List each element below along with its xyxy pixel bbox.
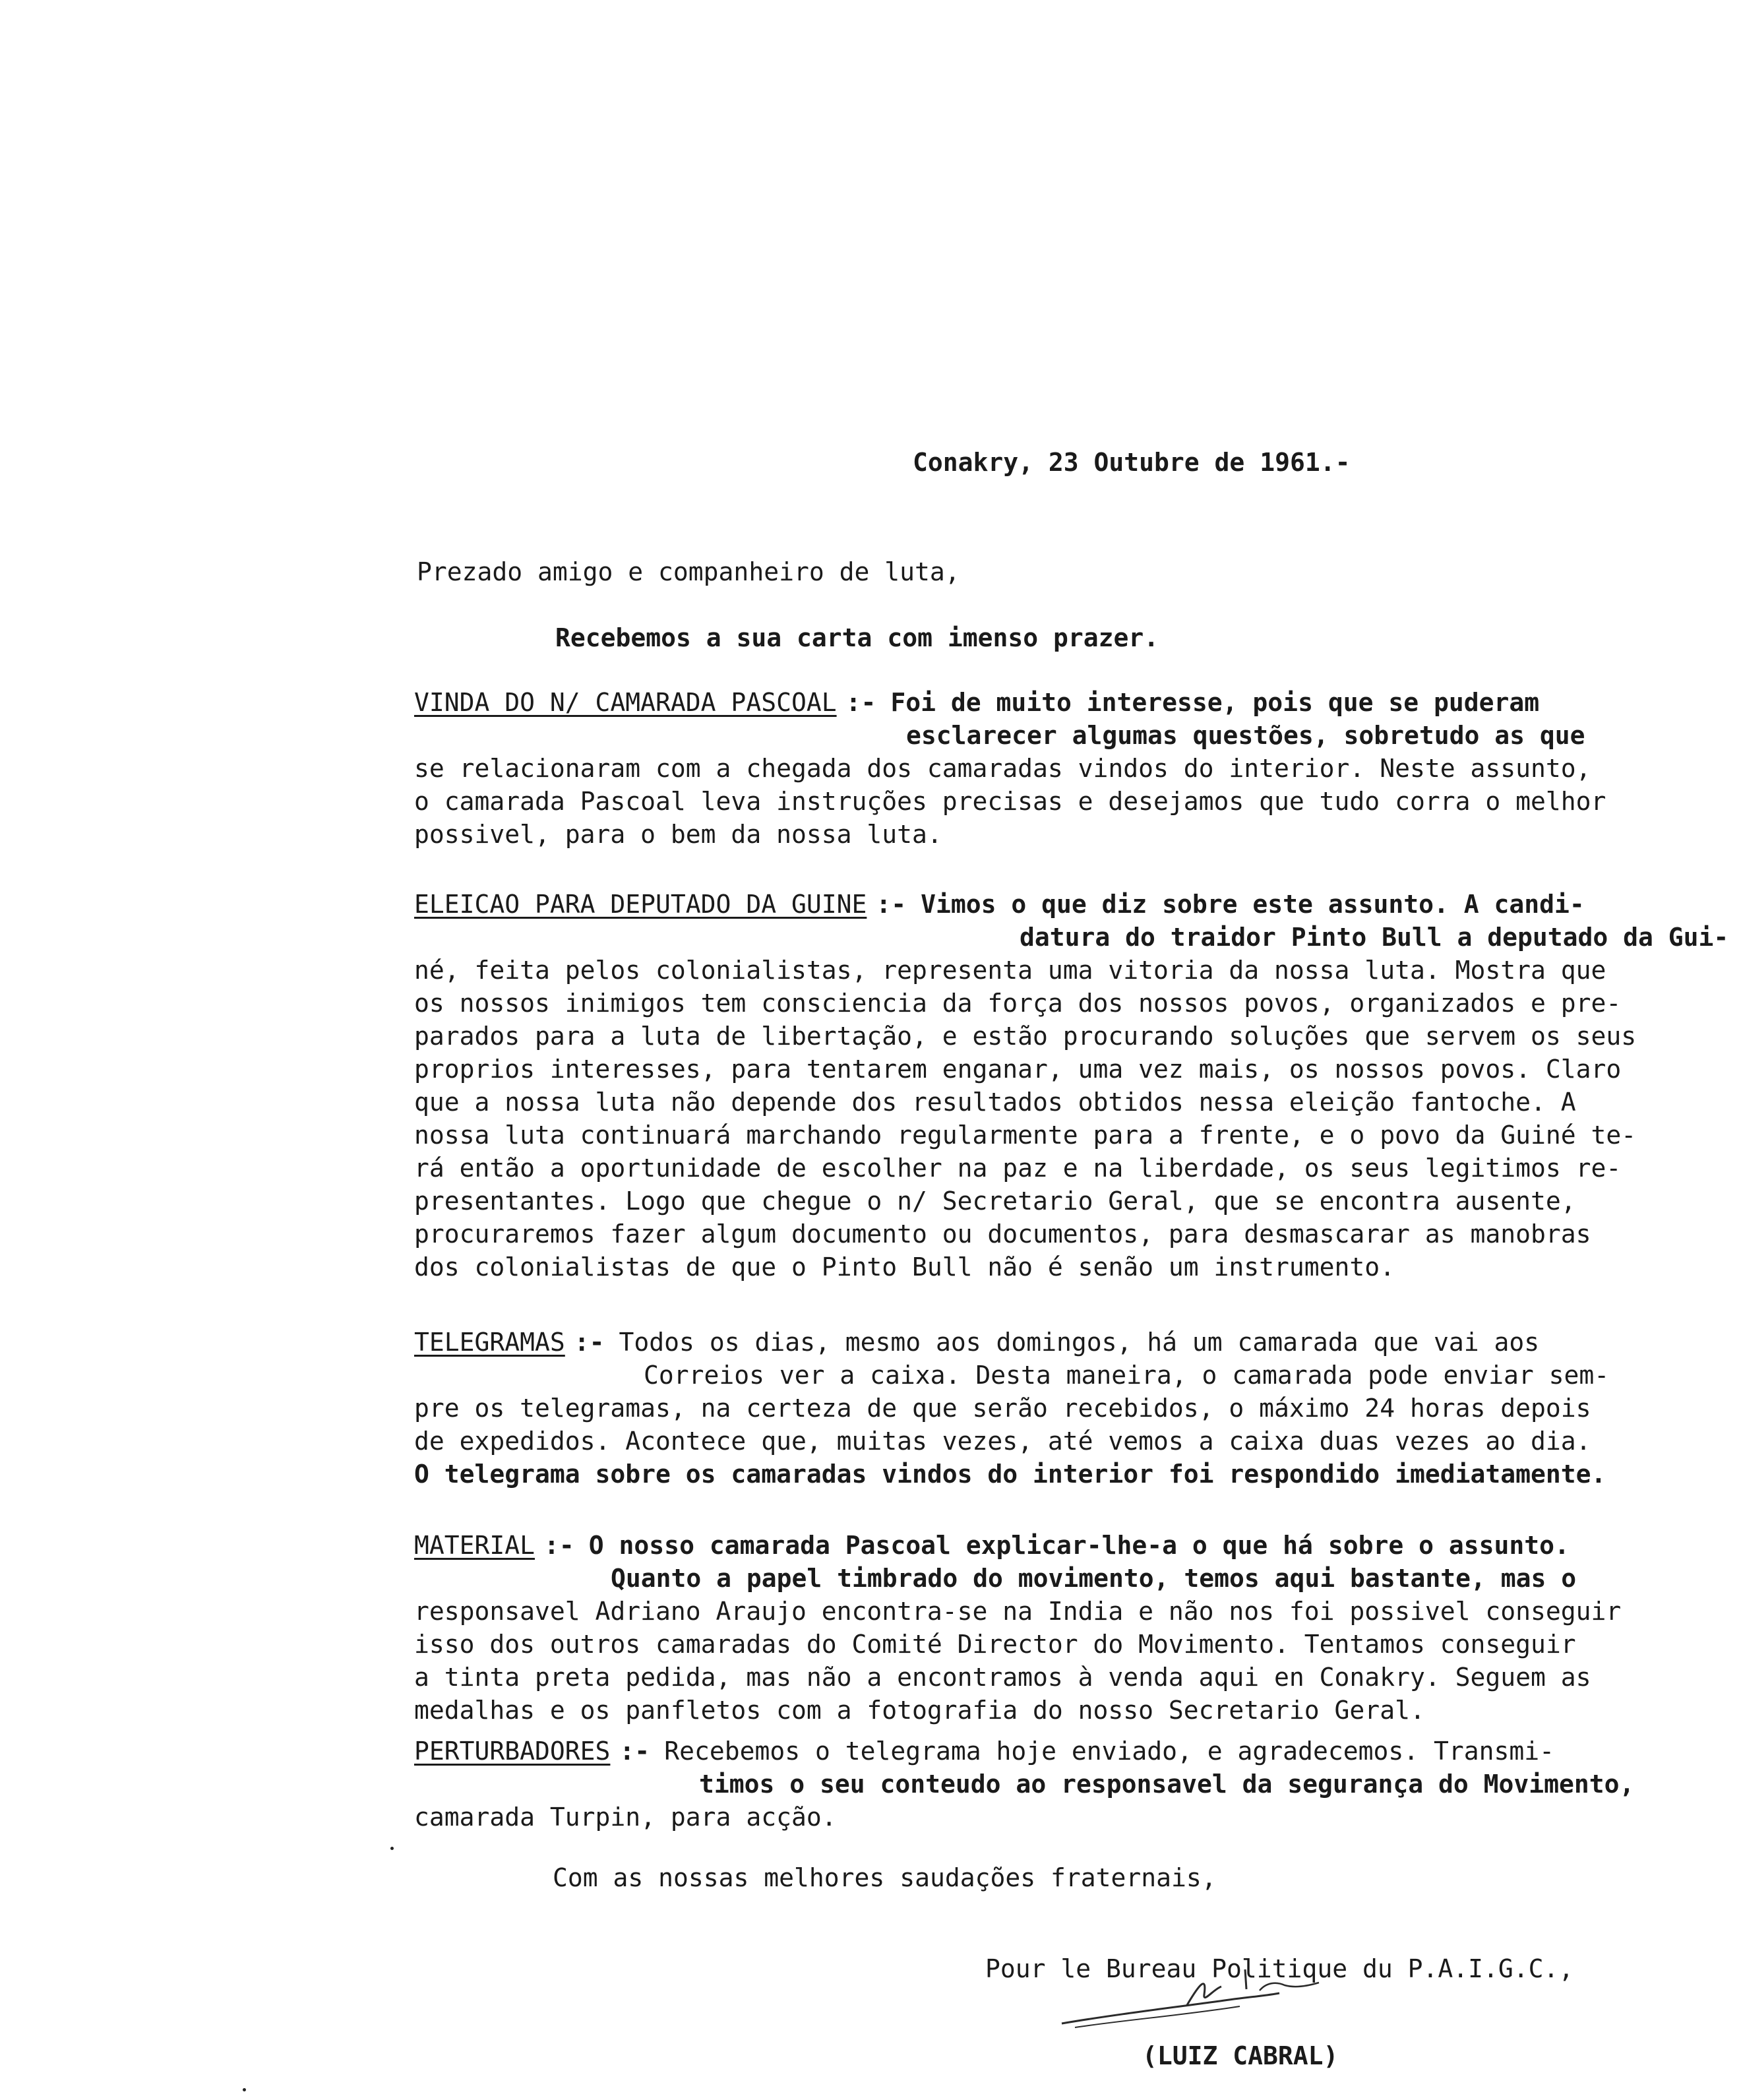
section-vinda-pascoal (414, 686, 1674, 851)
body-line: que a nossa luta não depende dos resultados obtidos nessa eleição fantoche. A (414, 1088, 1576, 1117)
section-hang-line: esclarecer algumas questões, sobretudo as que (906, 721, 1585, 750)
body-line: isso dos outros camaradas do Comité Director do Movimento. Tentamos conseguir (414, 1630, 1576, 1659)
signer-name: (LUIZ CABRAL) (1142, 2041, 1339, 2070)
body-line: rá então a oportunidade de escolher na paz e na liberdade, os seus legitimos re- (414, 1154, 1622, 1183)
handwritten-signature-icon (1049, 1963, 1359, 2042)
section-lead: Foi de muito interesse, pois que se puderam (890, 688, 1540, 717)
section-separator: :- (544, 1531, 574, 1560)
section-lead: O nosso camarada Pascoal explicar-lhe-a o que há sobre o assunto. (588, 1531, 1570, 1560)
section-hang-line: datura do traidor Pinto Bull a deputado da Gui- (1020, 923, 1729, 952)
body-line: o camarada Pascoal leva instruções precisas e desejamos que tudo corra o melhor (414, 787, 1606, 816)
closing-line: Com as nossas melhores saudações fraternais, (553, 1863, 1217, 1892)
section-hang-line: Correios ver a caixa. Desta maneira, o camarada pode enviar sem- (644, 1361, 1610, 1390)
body-line: presentantes. Logo que chegue o n/ Secretario Geral, que se encontra ausente, (414, 1187, 1576, 1216)
section-heading: PERTURBADORES (414, 1737, 611, 1766)
paper-speck (390, 1847, 394, 1850)
signature-for-line: Pour le Bureau Politique du P.A.I.G.C., (985, 1954, 1574, 1983)
body-line: nossa luta continuará marchando regularmente para a frente, e o povo da Guiné te- (414, 1121, 1637, 1150)
section-head-line (414, 686, 1674, 719)
opening-line: Recebemos a sua carta com imenso prazer. (555, 623, 1159, 652)
section-eleicao-deputado (414, 888, 1729, 1283)
section-hang-line: timos o seu conteudo ao responsavel da segurança do Movimento, (699, 1770, 1635, 1799)
section-lead: Vimos o que diz sobre este assunto. A candi- (921, 890, 1585, 919)
section-head-line (414, 888, 1674, 921)
body-line: dos colonialistas de que o Pinto Bull não é senão um instrumento. (414, 1252, 1395, 1282)
body-line: proprios interesses, para tentarem enganar, uma vez mais, os nossos povos. Claro (414, 1055, 1622, 1084)
body-line: parados para a luta de libertação, e estão procurando soluções que servem os seus (414, 1022, 1637, 1051)
section-heading: MATERIAL (414, 1531, 535, 1560)
body-line: procuraremos fazer algum documento ou documentos, para desmascarar as manobras (414, 1220, 1591, 1249)
section-lead: Todos os dias, mesmo aos domingos, há um camarada que vai aos (619, 1328, 1540, 1357)
body-line: possivel, para o bem da nossa luta. (414, 820, 942, 849)
body-line: se relacionaram com a chegada dos camaradas vindos do interior. Neste assunto, (414, 754, 1591, 783)
section-material (414, 1529, 1674, 1727)
body-line: O telegrama sobre os camaradas vindos do interior foi respondido imediatamente. (414, 1460, 1606, 1489)
body-line: camarada Turpin, para acção. (414, 1803, 837, 1832)
body-line: responsavel Adriano Araujo encontra-se na India e não nos foi possivel conseguir (414, 1597, 1622, 1626)
body-line: né, feita pelos colonialistas, representa uma vitoria da nossa luta. Mostra que (414, 956, 1606, 985)
section-heading: TELEGRAMAS (414, 1328, 565, 1357)
salutation: Prezado amigo e companheiro de luta, (417, 557, 960, 586)
section-head-line (414, 1735, 1674, 1768)
body-line: pre os telegramas, na certeza de que serão recebidos, o máximo 24 horas depois (414, 1394, 1591, 1423)
body-line: de expedidos. Acontece que, muitas vezes, até vemos a caixa duas vezes ao dia. (414, 1427, 1591, 1456)
section-separator: :- (876, 890, 907, 919)
section-hang-line: Quanto a papel timbrado do movimento, temos aqui bastante, mas o (611, 1564, 1577, 1593)
letter-date: Conakry, 23 Outubre de 1961.- (913, 448, 1351, 477)
body-line: a tinta preta pedida, mas não a encontramos à venda aqui en Conakry. Seguem as (414, 1663, 1591, 1692)
section-heading: VINDA DO N/ CAMARADA PASCOAL (414, 688, 837, 717)
section-perturbadores (414, 1735, 1674, 1834)
section-separator: :- (574, 1328, 605, 1357)
section-heading: ELEICAO PARA DEPUTADO DA GUINE (414, 890, 867, 919)
section-separator: :- (845, 688, 876, 717)
body-line: os nossos inimigos tem consciencia da força dos nossos povos, organizados e pre- (414, 989, 1622, 1018)
body-line: medalhas e os panfletos com a fotografia do nosso Secretario Geral. (414, 1696, 1425, 1725)
section-head-line (414, 1326, 1674, 1359)
paper-speck (243, 2088, 246, 2091)
section-lead: Recebemos o telegrama hoje enviado, e agradecemos. Transmi- (664, 1737, 1554, 1766)
section-head-line (414, 1529, 1674, 1562)
section-telegramas (414, 1326, 1674, 1491)
section-separator: :- (619, 1737, 650, 1766)
